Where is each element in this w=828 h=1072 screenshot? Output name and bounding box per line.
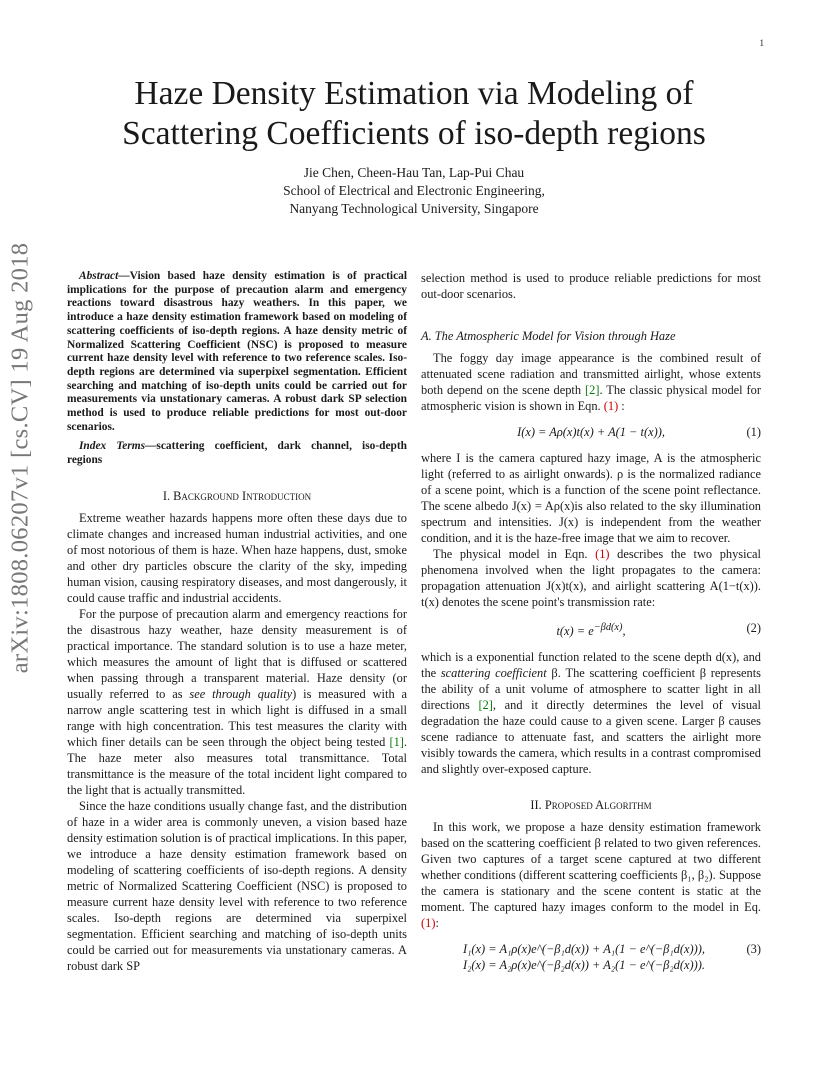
equation-2-exponent: −βd(x): [593, 622, 623, 633]
equation-3-line-2: I₂(x) = A₂ρ(x)e^(−β₂d(x)) + A₂(1 − e^(−β₂d(x))).: [463, 958, 705, 973]
equation-2-body: t(x) = e: [556, 624, 594, 639]
s1-p2-part-c: . The haze meter also measures total transmittance. Total transmittance is the measure of the total incident light compared to the light that is actually transmitted.: [67, 734, 407, 797]
subsection-a-paragraph-4: [421, 649, 761, 777]
equation-3: [421, 941, 761, 973]
section-2-heading: II. Proposed Algorithm: [530, 798, 652, 813]
arxiv-stamp-text: arXiv:1808.06207v1 [cs.CV] 19 Aug 2018: [6, 242, 33, 674]
r-p4-part-a: which is a exponential function related to the scene depth d(x), and the: [421, 650, 761, 681]
s1-p2-emphasis: see through quality: [189, 686, 293, 701]
paper-title: [60, 74, 768, 154]
citation-link-1[interactable]: [1]: [389, 734, 404, 749]
r-p3-part-b: describes the two physical phenomena involved when the light propagates to the camera: propagation attenuation J(x)t(x), and airlight scattering A(1−t(x)). t(x) denotes the scene point's transmission rate:: [421, 547, 761, 609]
r-p4-part-b: β. The scattering coefficient β represents the ability of a unit volume of atmosphere to scatter light in all directions: [421, 666, 761, 713]
equation-ref-link-3[interactable]: (1): [421, 916, 436, 931]
equation-1-body: I(x) = Aρ(x)t(x) + A(1 − t(x)),: [517, 425, 665, 439]
page-number: 1: [759, 38, 764, 48]
right-column: [421, 270, 761, 983]
equation-2-tail: ,: [622, 624, 626, 639]
equation-3-number: (3): [746, 942, 761, 957]
index-terms-label: Index Terms: [79, 440, 146, 453]
abstract-text: —Vision based haze density estimation is of practical implications for the purpose of precaution alarm and emergency reactions toward disastrous hazy weathers. In this paper, we introduce a haze density estimation framework based on modeling of scattering coefficients of iso-depth regions. A haze density metric of Normalized Scattering Coefficient (NSC) is proposed to measure current haze density level with reference to two reference scales. Iso-depth regions are determined via superpixel segmentation. Efficient searching and matching of iso-depth units could be carried out for measurements via unstationary cameras. A robust dark SP selection method is used to produce reliable predictions for most out-door scenarios.: [67, 270, 407, 433]
section-1-paragraph-3: Since the haze conditions usually change fast, and the distribution of haze in a wider area is commonly uneven, a vision based haze density estimation solution is of practical implications. In this paper, we introduce a haze density estimation framework based on modeling of scattering coefficients of iso-depth regions. A density metric of Normalized Scattering Coefficient (NSC) is proposed to measure current haze density level with reference to two reference scales. Iso-depth regions are determined via superpixel segmentation. Efficient searching and matching of iso-depth units could be carried out for measurements via unstationary cameras. A robust dark SP: [67, 798, 407, 973]
r-p3-part-a: The physical model in Eqn.: [433, 547, 596, 561]
title-block: [60, 74, 768, 218]
citation-link-2[interactable]: [2]: [585, 383, 600, 397]
affiliation-line-1: School of Electrical and Electronic Engineering,: [283, 183, 545, 198]
s1-p2-part-b: ) is measured with a narrow angle scattering test in which light is diffused in a small range with high concentration. This test measures the clarity with which finer details can be seen through the object being tested: [67, 686, 407, 749]
section-1-heading: I. Background Introduction: [162, 488, 312, 503]
equation-2-number: (2): [746, 621, 761, 635]
title-line-1: Haze Density Estimation via Modeling of: [134, 75, 694, 112]
r-p4-emphasis: scattering coefficient: [440, 666, 547, 681]
equation-1-number: (1): [746, 425, 761, 439]
abstract: [67, 270, 407, 434]
equation-3-line-1: I₁(x) = A₁ρ(x)e^(−β₁d(x)) + A₁(1 − e^(−β₁d(x))),: [463, 942, 705, 957]
arxiv-stamp: [2, 242, 38, 674]
s1-p2-part-a: For the purpose of precaution alarm and emergency reactions for the disastrous hazy weather, haze density measurement is of practical importance. The standard solution is to use a haze meter, which measures the amount of light that is diffused or scattered when passing through a transparent material. Haze density (or usually referred to as: [67, 606, 407, 701]
right-paragraph-continued: selection method is used to produce reliable predictions for most out-door scenarios.: [421, 271, 761, 301]
equation-2: [421, 620, 761, 639]
r-p5-part-a: In this work, we propose a haze density estimation framework based on the scattering coefficient β related to two given references. Given two captures of a target scene captured at two different whether conditions (different scattering coefficients β₁, β₂). Suppose the camera is stationary and the scene content is static at the moment. The captured hazy images conform to the model in Eq.: [421, 820, 761, 915]
index-terms-text: —scattering coefficient, dark channel, iso-depth regions: [67, 440, 407, 467]
equation-ref-link-2[interactable]: (1): [595, 547, 610, 561]
subsection-a-paragraph-2: where I is the camera captured hazy image, A is the atmospheric light (referred to as airlight onwards). ρ is the normalized radiance of a scene point, which is a function of the scene point reflectance. The scene albedo J(x) = Aρ(x)is also related to the sky illumination spectrum and intensities. J(x) is independent from the weather condition, and it is the haze-free image that we aim to recover.: [421, 451, 761, 545]
affiliation-line-2: Nanyang Technological University, Singapore: [289, 201, 539, 216]
subsection-a-paragraph-1: [421, 350, 761, 414]
section-2-paragraph-1: [421, 819, 761, 931]
r-p1-part-a: The foggy day image appearance is the combined result of attenuated scene radiation and transmitted airlight, whose extents both depend on the scene depth: [421, 351, 761, 397]
author-block: [60, 164, 768, 218]
section-1-paragraph-1: Extreme weather hazards happens more often these days due to climate changes and increased human industrial activities, and one of most notorious of them is haze. When haze happens, dust, smoke and other dry particles obscure the clarity of the sky, impeding human vision, causing respiratory diseases, and most dangerously, it could cause traffic and industrial accidents.: [67, 510, 407, 605]
r-p5-part-b: :: [435, 916, 439, 931]
r-p4-part-c: , and it directly determines the level of visual degradation the haze could cause to a given scene. Larger β causes scene radiance to attenuate fast, and scatters the airlight more visibly towards the camera, which results in a contrast compromised and slightly over-exposed capture.: [421, 698, 761, 777]
subsection-a-heading: A. The Atmospheric Model for Vision through Haze: [421, 329, 676, 343]
equation-1: [421, 424, 761, 440]
r-p1-part-c: :: [618, 399, 625, 413]
equation-ref-link-1[interactable]: (1): [603, 399, 619, 413]
left-column: [67, 270, 407, 974]
citation-link-3[interactable]: [2]: [478, 698, 493, 713]
title-line-2: Scattering Coefficients of iso-depth regions: [122, 115, 706, 152]
subsection-a-paragraph-3: [421, 546, 761, 610]
section-1-paragraph-2: [67, 606, 407, 798]
abstract-label: Abstract: [79, 270, 119, 282]
r-p1-part-b: . The classic physical model for atmospheric vision is shown in Eqn.: [421, 383, 761, 413]
authors: Jie Chen, Cheen-Hau Tan, Lap-Pui Chau: [303, 165, 525, 180]
index-terms: [67, 440, 407, 467]
